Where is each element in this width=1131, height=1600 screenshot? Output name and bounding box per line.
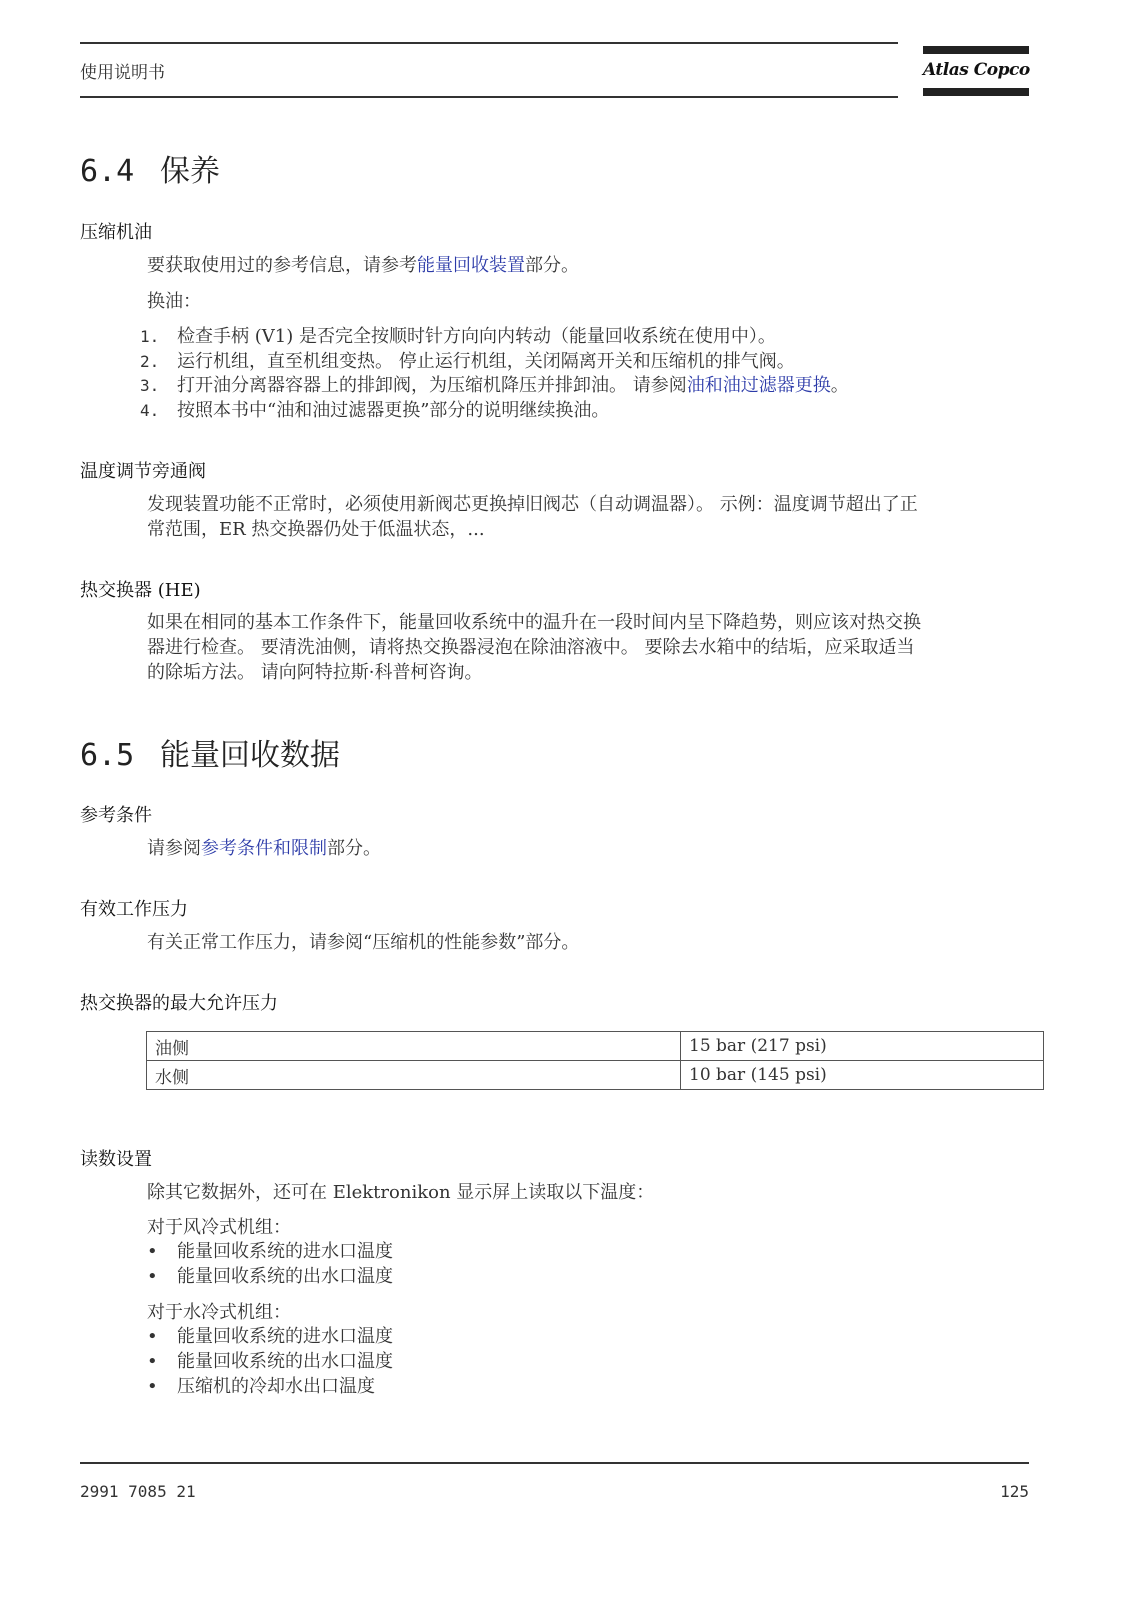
list-item <box>140 325 849 350</box>
list-item <box>147 1264 393 1289</box>
list-item <box>147 1239 393 1264</box>
table-row <box>147 1061 1044 1090</box>
working-pressure-text: 有关正常工作压力，请参阅“压缩机的性能参数”部分。 <box>147 932 580 953</box>
step-number: 4. <box>140 400 160 420</box>
step-text: 按照本书中“油和油过滤器更换”部分的说明继续换油。 <box>177 399 610 421</box>
section-number: 6.4 <box>80 154 135 189</box>
logo-top-bar <box>923 46 1029 54</box>
section-6-4-heading <box>80 146 220 190</box>
list-item-text: 压缩机的冷却水出口温度 <box>177 1376 375 1397</box>
air-cooled-heading: 对于风冷式机组： <box>147 1217 291 1238</box>
table-cell-side: 油侧 <box>147 1032 681 1061</box>
oil-change-steps <box>140 325 849 423</box>
list-item-text: 能量回收系统的出水口温度 <box>177 1266 393 1287</box>
reference-conditions-text <box>147 836 1032 861</box>
list-item <box>140 350 849 375</box>
list-item <box>140 374 849 399</box>
header-top-rule <box>80 42 898 44</box>
document-number: 2991 7085 21 <box>80 1482 196 1501</box>
bypass-valve-heading: 温度调节旁通阀 <box>80 461 206 482</box>
table-row <box>147 1032 1044 1061</box>
atlas-copco-logo <box>923 46 1029 98</box>
step-text: 检查手柄 (V1) 是否完全按顺时针方向向内转动（能量回收系统在使用中）。 <box>177 326 776 347</box>
oil-filter-change-link[interactable]: 油和油过滤器更换 <box>686 375 831 396</box>
list-item <box>147 1374 393 1399</box>
reference-conditions-heading: 参考条件 <box>80 805 152 826</box>
section-number: 6.5 <box>80 738 135 773</box>
bypass-valve-text <box>147 492 1032 542</box>
list-item-text: 能量回收系统的出水口温度 <box>177 1351 393 1372</box>
table-cell-side: 水侧 <box>147 1061 681 1090</box>
step-text-end: 。 <box>830 375 849 396</box>
energy-recovery-link[interactable]: 能量回收装置 <box>417 255 525 276</box>
list-item-text: 能量回收系统的进水口温度 <box>177 1241 393 1262</box>
paragraph-line: 的除垢方法。 请向阿特拉斯·科普柯咨询。 <box>147 662 483 683</box>
bullet: • <box>147 1376 158 1397</box>
intro-text-end: 部分。 <box>525 255 579 276</box>
header-title: 使用说明书 <box>80 63 165 83</box>
table-cell-value: 15 bar (217 psi) <box>681 1032 1044 1061</box>
compressor-oil-heading: 压缩机油 <box>80 222 152 243</box>
bullet: • <box>147 1241 158 1262</box>
working-pressure-heading: 有效工作压力 <box>80 899 188 920</box>
intro-text: 要获取使用过的参考信息，请参考 <box>147 255 417 276</box>
step-text: 打开油分离器容器上的排卸阀，为压缩机降压并排卸油。 请参阅 <box>177 375 687 396</box>
readings-intro: 除其它数据外，还可在 Elektronikon 显示屏上读取以下温度： <box>147 1182 655 1203</box>
table-cell-value: 10 bar (145 psi) <box>681 1061 1044 1090</box>
list-item <box>147 1324 393 1349</box>
reference-text: 请参阅 <box>147 838 201 859</box>
logo-bottom-bar <box>923 88 1029 96</box>
section-title: 保养 <box>160 154 220 189</box>
list-item <box>140 399 849 424</box>
paragraph-line: 器进行检查。 要清洗油侧，请将热交换器浸泡在除油溶液中。 要除去水箱中的结垢，应采取适当 <box>147 637 915 658</box>
readings-heading: 读数设置 <box>80 1149 152 1170</box>
heat-exchanger-text <box>147 610 1032 685</box>
bullet: • <box>147 1266 158 1287</box>
heat-exchanger-heading: 热交换器 (HE) <box>80 580 201 601</box>
header-bottom-rule <box>80 96 898 98</box>
bullet: • <box>147 1351 158 1372</box>
air-cooled-list <box>147 1239 393 1289</box>
step-number: 3. <box>140 376 160 395</box>
page-number: 125 <box>1000 1482 1029 1501</box>
paragraph-line: 发现装置功能不正常时，必须使用新阀芯更换掉旧阀芯（自动调温器）。 示例：温度调节超出了正 <box>147 494 918 515</box>
section-6-5-heading <box>80 730 340 774</box>
list-item <box>147 1349 393 1374</box>
max-pressure-table <box>146 1031 1044 1090</box>
footer-rule <box>80 1462 1029 1464</box>
paragraph-line: 常范围，ER 热交换器仍处于低温状态，... <box>147 519 485 540</box>
max-pressure-heading: 热交换器的最大允许压力 <box>80 993 278 1014</box>
water-cooled-list <box>147 1324 393 1399</box>
step-text: 运行机组，直至机组变热。 停止运行机组，关闭隔离开关和压缩机的排气阀。 <box>177 350 795 372</box>
list-item-text: 能量回收系统的进水口温度 <box>177 1326 393 1347</box>
step-number: 1. <box>140 327 160 346</box>
bullet: • <box>147 1326 158 1347</box>
reference-conditions-link[interactable]: 参考条件和限制 <box>201 838 327 859</box>
oil-change-subheading: 换油： <box>147 291 201 312</box>
step-number: 2. <box>140 351 160 371</box>
section-title: 能量回收数据 <box>160 738 340 773</box>
paragraph-line: 如果在相同的基本工作条件下，能量回收系统中的温升在一段时间内呈下降趋势，则应该对热交换 <box>147 612 921 633</box>
reference-text-end: 部分。 <box>327 838 381 859</box>
logo-text: Atlas Copco <box>923 60 1030 80</box>
water-cooled-heading: 对于水冷式机组： <box>147 1302 291 1323</box>
compressor-oil-intro <box>147 253 1032 278</box>
